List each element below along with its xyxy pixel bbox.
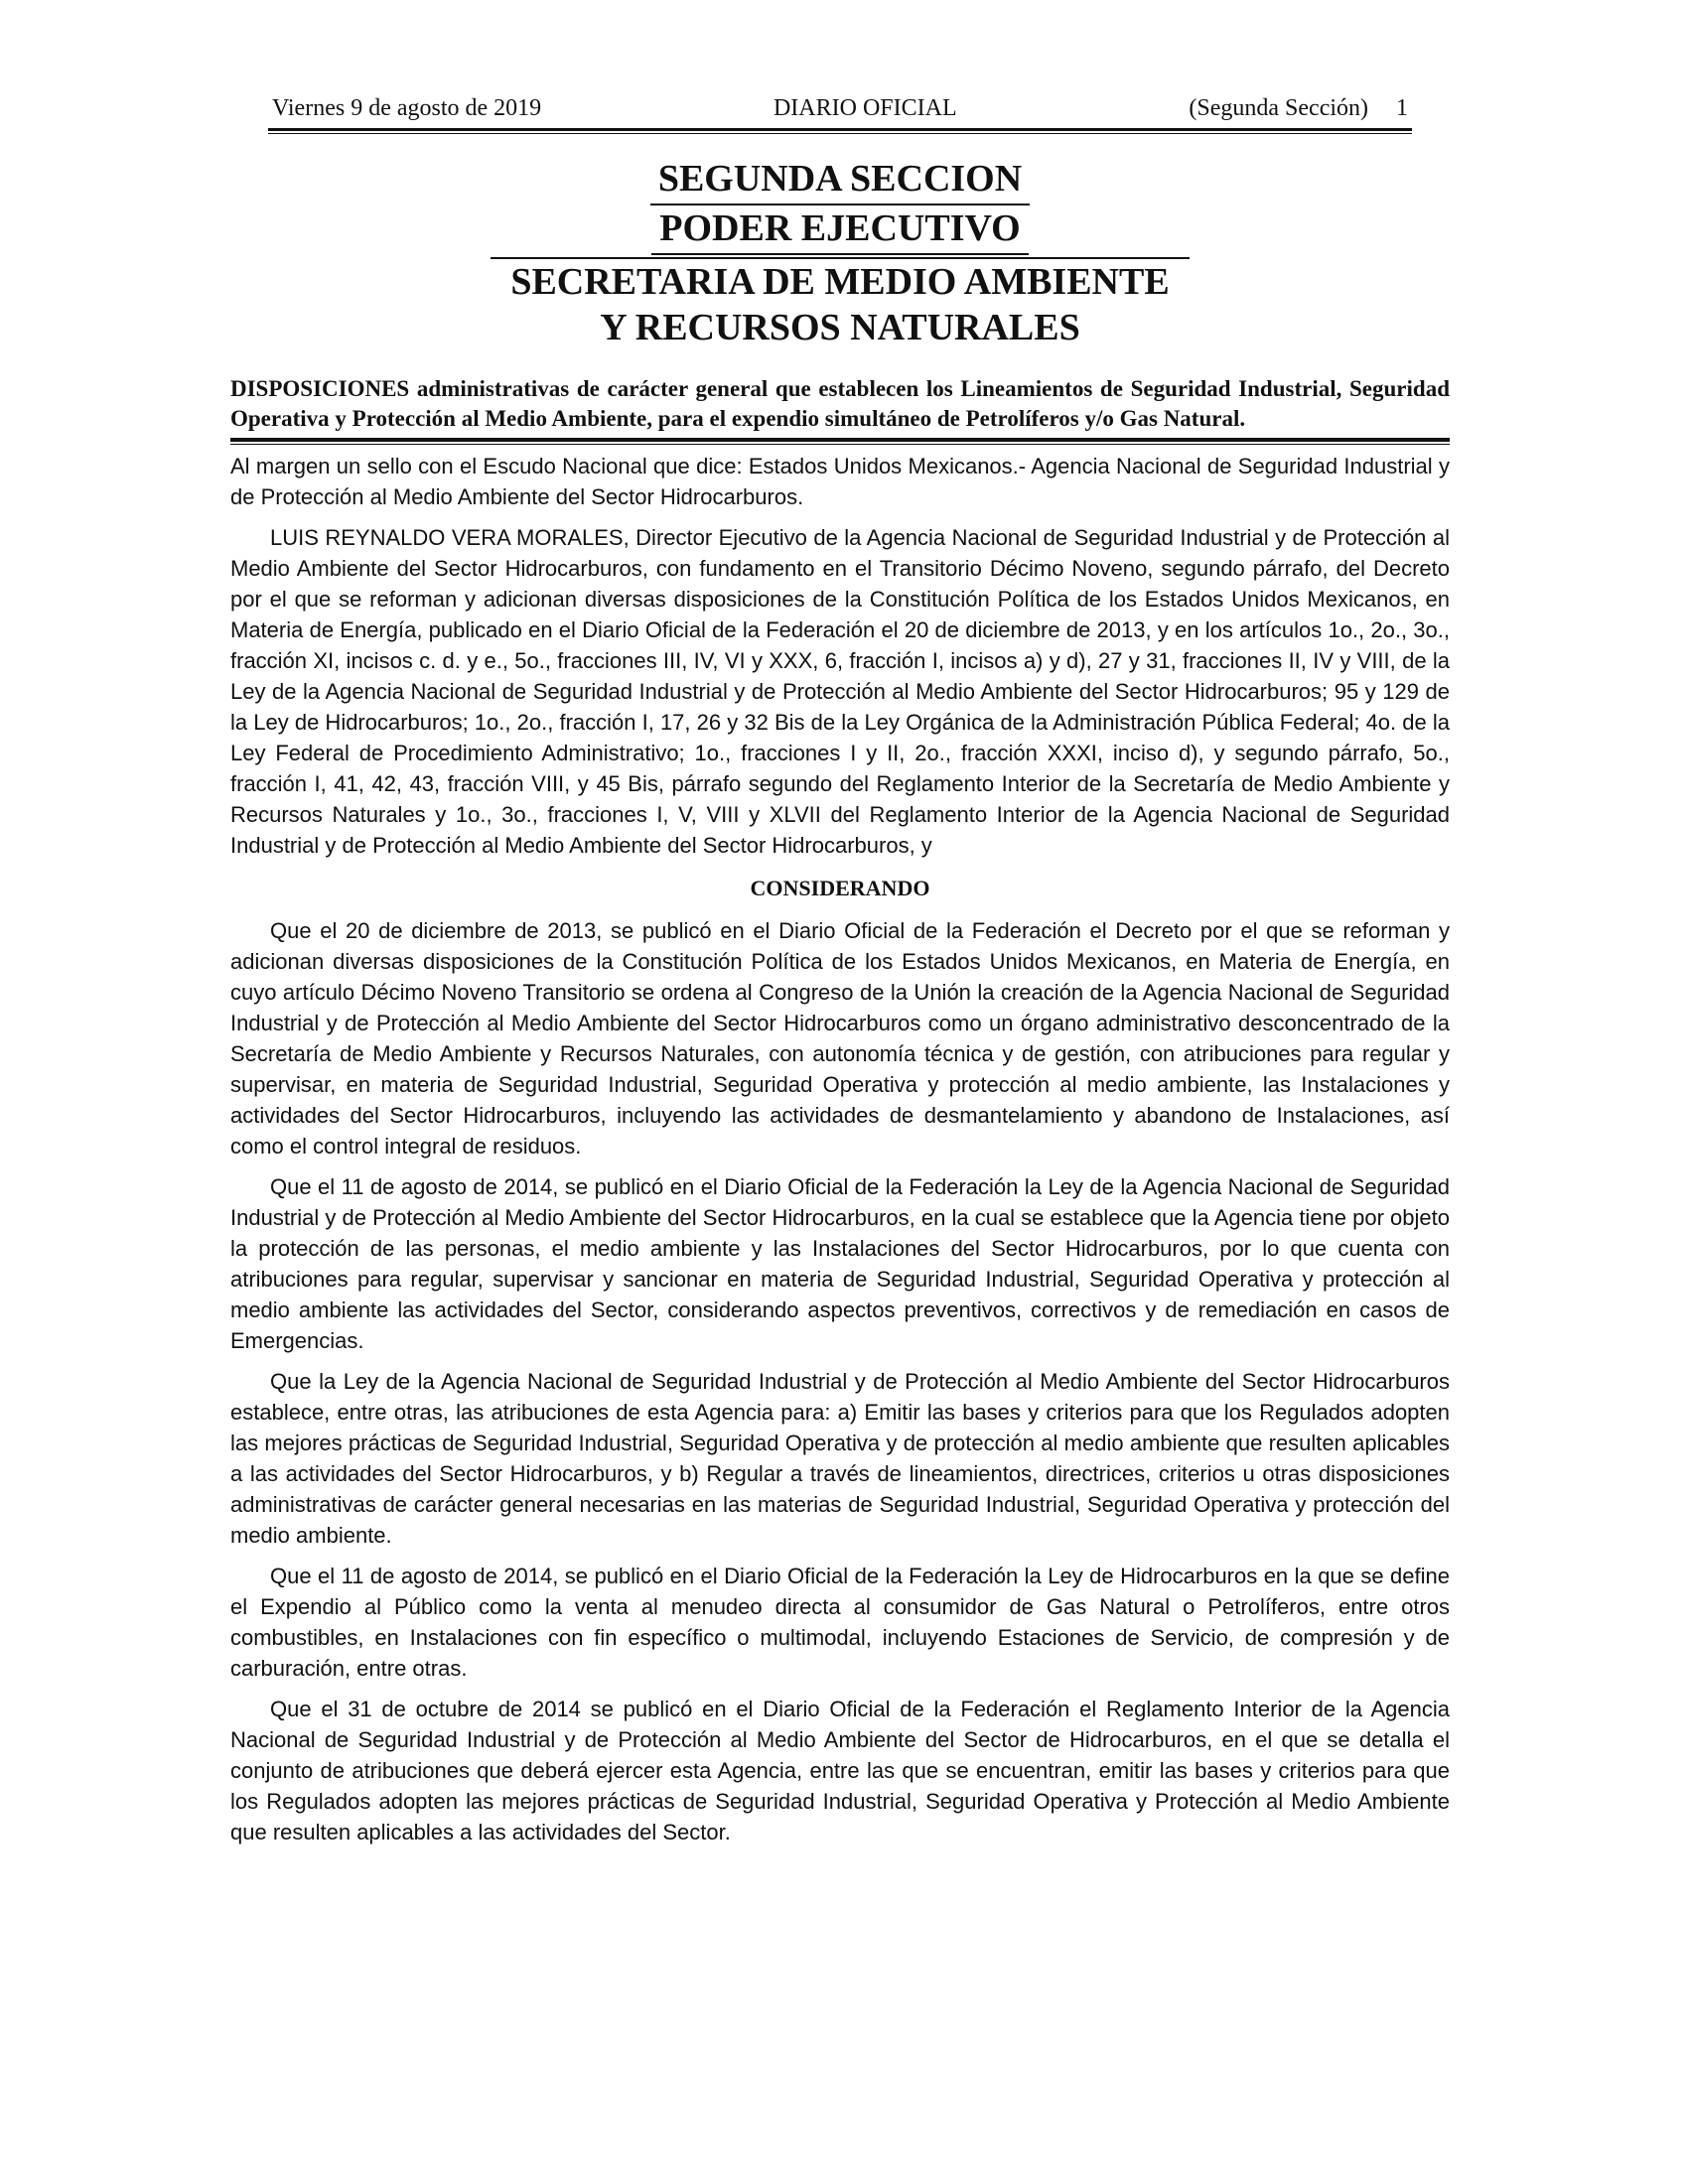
seal-note: Al margen un sello con el Escudo Nacional que dice: Estados Unidos Mexicanos.- Agencia Nacional de Seguridad Industrial y de Protección al Medio Ambiente del Sector Hidrocarburos. [230, 454, 1450, 509]
header-rule-thin [268, 133, 1412, 134]
ministry-heading-line2: Y RECURSOS NATURALES [600, 307, 1080, 348]
header-date: Viernes 9 de agosto de 2019 [272, 95, 542, 121]
header-page-number: 1 [1396, 95, 1408, 121]
header-publication: DIARIO OFICIAL [773, 95, 957, 121]
considerando-heading: CONSIDERANDO [750, 876, 930, 900]
considerando-paragraph: Que la Ley de la Agencia Nacional de Seguridad Industrial y de Protección al Medio Ambiente del Sector Hidrocarburos establece, entre otras, las atribuciones de esta Agencia para: a) Emitir las bases y criterios para que los Regulados adopten las mejores prácticas de Seguridad Industrial, Seguridad Operativa y de protección al medio ambiente que resulten aplicables a las actividades del Sector Hidrocarburos, y b) Regular a través de lineamientos, directrices, criterios u otras disposiciones administrativas de carácter general necesarias en las materias de Seguridad Industrial, Seguridad Operativa y protección del medio ambiente. [230, 1369, 1450, 1548]
running-header [230, 95, 1450, 122]
title-rule [230, 438, 1450, 442]
title-rule-thin [230, 444, 1450, 445]
document-body [230, 451, 1450, 1847]
header-right [1189, 95, 1408, 122]
document-title: DISPOSICIONES administrativas de carácter general que establecen los Lineamientos de Seguridad Industrial, Seguridad Operativa y Protección al Medio Ambiente, para el expendio simultáneo de Petrolíferos y/o Gas Natural. [230, 376, 1450, 431]
section-headings [230, 156, 1450, 350]
preamble-paragraph: LUIS REYNALDO VERA MORALES, Director Ejecutivo de la Agencia Nacional de Seguridad Industrial y de Protección al Medio Ambiente del Sector Hidrocarburos, con fundamento en el Transitorio Décimo Noveno, segundo párrafo, del Decreto por el que se reforman y adicionan diversas disposiciones de la Constitución Política de los Estados Unidos Mexicanos, en Materia de Energía, publicado en el Diario Oficial de la Federación el 20 de diciembre de 2013, y en los artículos 1o., 2o., 3o., fracción XI, incisos c. d. y e., 5o., fracciones III, IV, VI y XXX, 6, fracción I, incisos a) y d), 27 y 31, fracciones II, IV y VIII, de la Ley de la Agencia Nacional de Seguridad Industrial y de Protección al Medio Ambiente del Sector Hidrocarburos; 95 y 129 de la Ley de Hidrocarburos; 1o., 2o., fracción I, 17, 26 y 32 Bis de la Ley Orgánica de la Administración Pública Federal; 4o. de la Ley Federal de Procedimiento Administrativo; 1o., fracciones I y II, 2o., fracción XXXI, inciso d), y segundo párrafo, 5o., fracción I, 41, 42, 43, fracción VIII, y 45 Bis, párrafo segundo del Reglamento Interior de la Secretaría de Medio Ambiente y Recursos Naturales y 1o., 3o., fracciones I, V, VIII y XLVII del Reglamento Interior de la Agencia Nacional de Seguridad Industrial y de Protección al Medio Ambiente del Sector Hidrocarburos, y [230, 525, 1450, 858]
considerando-paragraph: Que el 11 de agosto de 2014, se publicó en el Diario Oficial de la Federación la Ley de la Agencia Nacional de Seguridad Industrial y de Protección al Medio Ambiente del Sector Hidrocarburos, en la cual se establece que la Agencia tiene por objeto la protección de las personas, el medio ambiente y las Instalaciones del Sector Hidrocarburos, por lo que cuenta con atribuciones para regular, supervisar y sancionar en materia de Seguridad Industrial, Seguridad Operativa y protección al medio ambiente las actividades del Sector, considerando aspectos preventivos, correctivos y de remediación en casos de Emergencias. [230, 1174, 1450, 1353]
header-section: (Segunda Sección) [1189, 95, 1368, 121]
document-page [230, 95, 1450, 1857]
ministry-heading-line1: SECRETARIA DE MEDIO AMBIENTE [510, 261, 1170, 303]
branch-heading: PODER EJECUTIVO [651, 205, 1028, 255]
section-heading: SEGUNDA SECCION [650, 156, 1030, 205]
considerando-paragraph: Que el 20 de diciembre de 2013, se publicó en el Diario Oficial de la Federación el Decreto por el que se reforman y adicionan diversas disposiciones de la Constitución Política de los Estados Unidos Mexicanos, en Materia de Energía, en cuyo artículo Décimo Noveno Transitorio se ordena al Congreso de la Unión la creación de la Agencia Nacional de Seguridad Industrial y de Protección al Medio Ambiente del Sector Hidrocarburos como un órgano administrativo desconcentrado de la Secretaría de Medio Ambiente y Recursos Naturales, con autonomía técnica y de gestión, con atribuciones para regular y supervisar, en materia de Seguridad Industrial, Seguridad Operativa y protección al medio ambiente, las Instalaciones y actividades del Sector Hidrocarburos, incluyendo las actividades de desmantelamiento y abandono de Instalaciones, así como el control integral de residuos. [230, 918, 1450, 1159]
header-rule [268, 128, 1412, 131]
considerando-paragraph: Que el 31 de octubre de 2014 se publicó en el Diario Oficial de la Federación el Reglamento Interior de la Agencia Nacional de Seguridad Industrial y de Protección al Medio Ambiente del Sector de Hidrocarburos, en el que se detalla el conjunto de atribuciones que deberá ejercer esta Agencia, entre las que se encuentran, emitir las bases y criterios para que los Regulados adopten las mejores prácticas de Seguridad Industrial, Seguridad Operativa y Protección al Medio Ambiente que resulten aplicables a las actividades del Sector. [230, 1697, 1450, 1844]
considerando-paragraph: Que el 11 de agosto de 2014, se publicó en el Diario Oficial de la Federación la Ley de Hidrocarburos en la que se define el Expendio al Público como la venta al menudeo directa al consumidor de Gas Natural o Petrolíferos, entre otros combustibles, en Instalaciones con fin específico o multimodal, incluyendo Estaciones de Servicio, de compresión y de carburación, entre otras. [230, 1564, 1450, 1681]
